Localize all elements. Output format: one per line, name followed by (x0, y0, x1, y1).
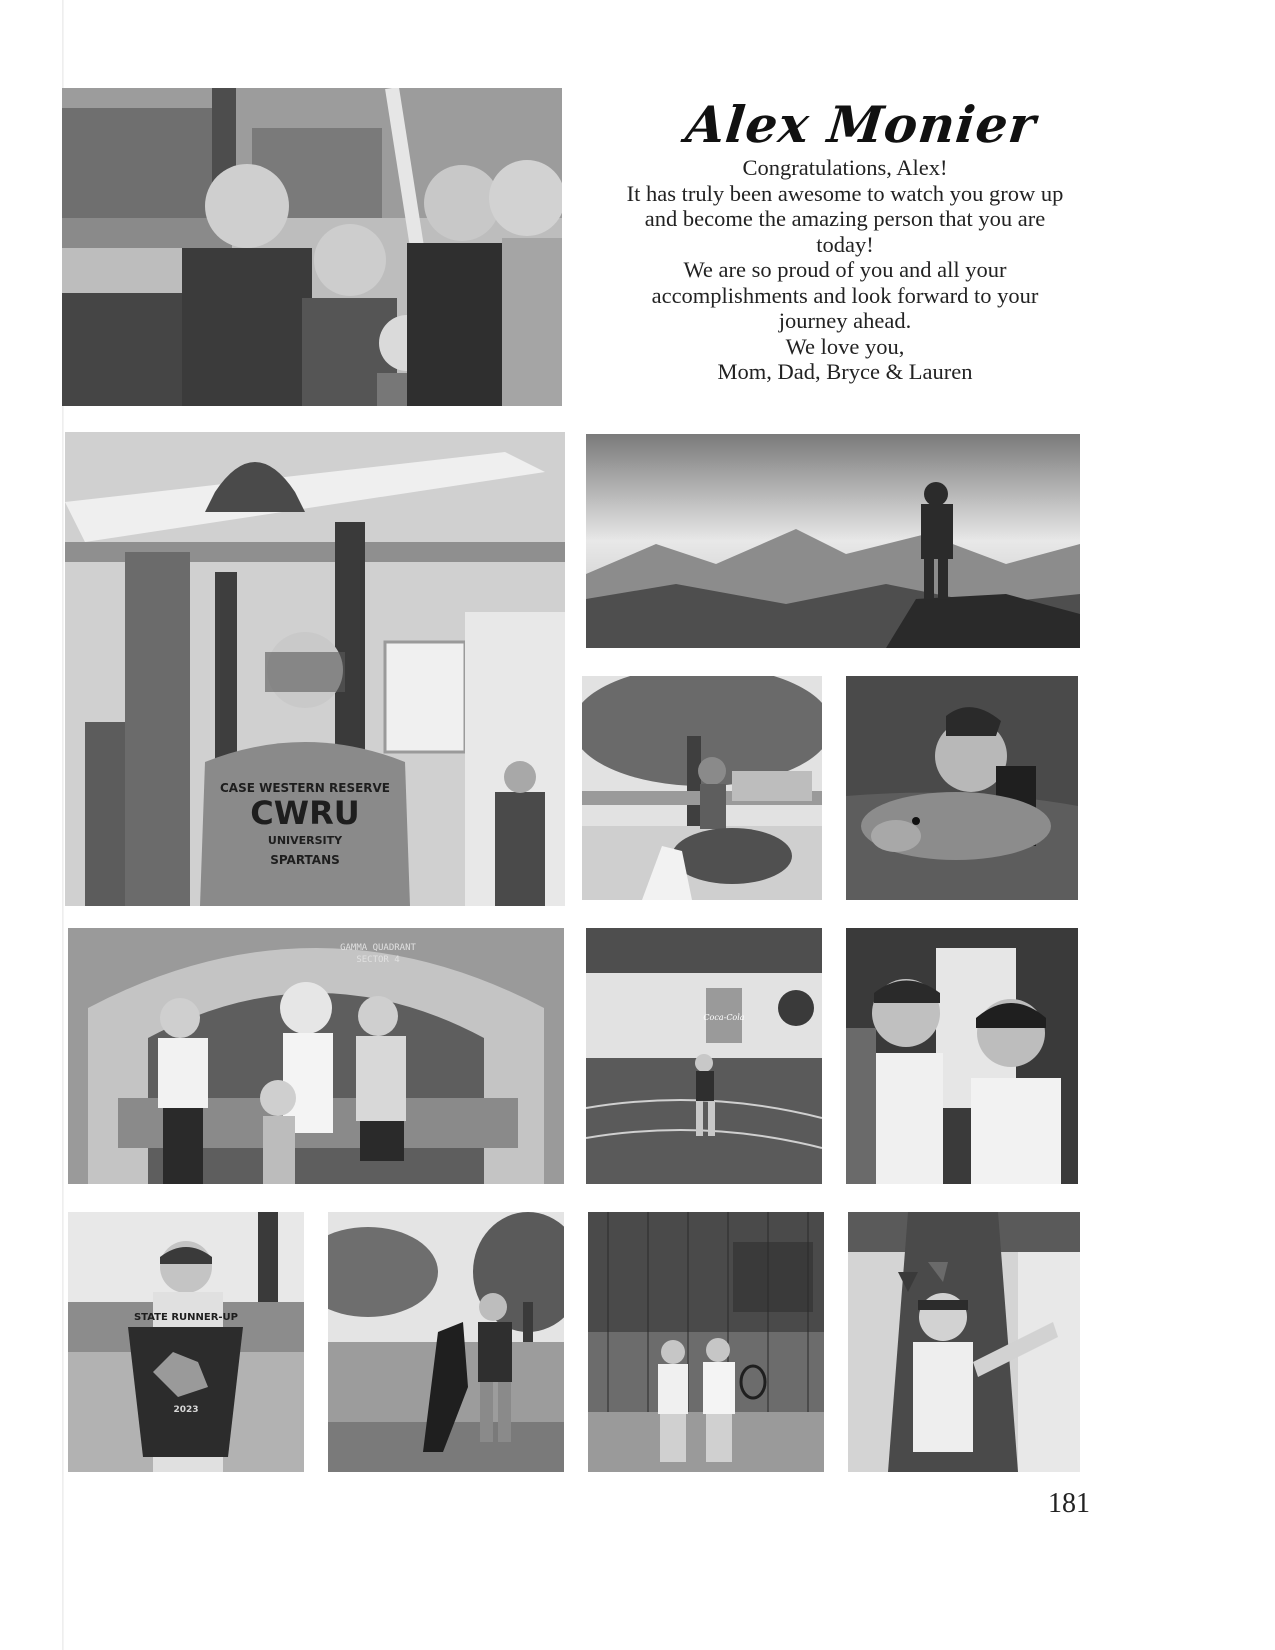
shirt-text-line: UNIVERSITY (267, 834, 343, 847)
track-sign-text: Coca-Cola (703, 1013, 745, 1022)
photo-pony-ride (582, 676, 822, 900)
message-signature: Mom, Dad, Bryce & Lauren (717, 359, 973, 384)
photo-yard (328, 1212, 564, 1472)
trophy-year: 2023 (173, 1405, 199, 1415)
photo-runners-medals (846, 928, 1078, 1184)
photo-space-ride (68, 928, 564, 1184)
message-line: We are so proud of you and all your (683, 257, 1007, 282)
photo-mountain-summit (586, 434, 1080, 648)
page-number: 181 (1048, 1488, 1090, 1519)
photo-track-race (586, 928, 822, 1184)
message-line: accomplishments and look forward to your (651, 282, 1039, 308)
photo-dolphin (846, 676, 1078, 900)
message-line: journey ahead. (778, 308, 912, 333)
congratulations-message (585, 155, 1105, 385)
ride-sign-line: SECTOR 4 (356, 955, 400, 965)
trophy-text: STATE RUNNER-UP (133, 1312, 239, 1323)
message-line: We love you, (785, 333, 905, 359)
photo-tennis (588, 1212, 824, 1472)
shirt-text-line: CASE WESTERN RESERVE (219, 781, 391, 795)
ride-sign-line: GAMMA QUADRANT (340, 943, 416, 953)
shirt-text-line: SPARTANS (270, 853, 340, 867)
page-title: Alex Monier (682, 95, 1040, 154)
shirt-text-cwru: CWRU (250, 794, 360, 832)
photo-bell-cwru (65, 432, 565, 906)
photo-family-london (62, 88, 562, 406)
message-line: Congratulations, Alex! (742, 155, 948, 180)
photo-trophy (68, 1212, 304, 1472)
message-line: It has truly been awesome to watch you grow up (626, 180, 1064, 206)
message-line: and become the amazing person that you are (644, 206, 1046, 231)
photo-headband (848, 1212, 1080, 1472)
message-line: today! (816, 231, 874, 257)
